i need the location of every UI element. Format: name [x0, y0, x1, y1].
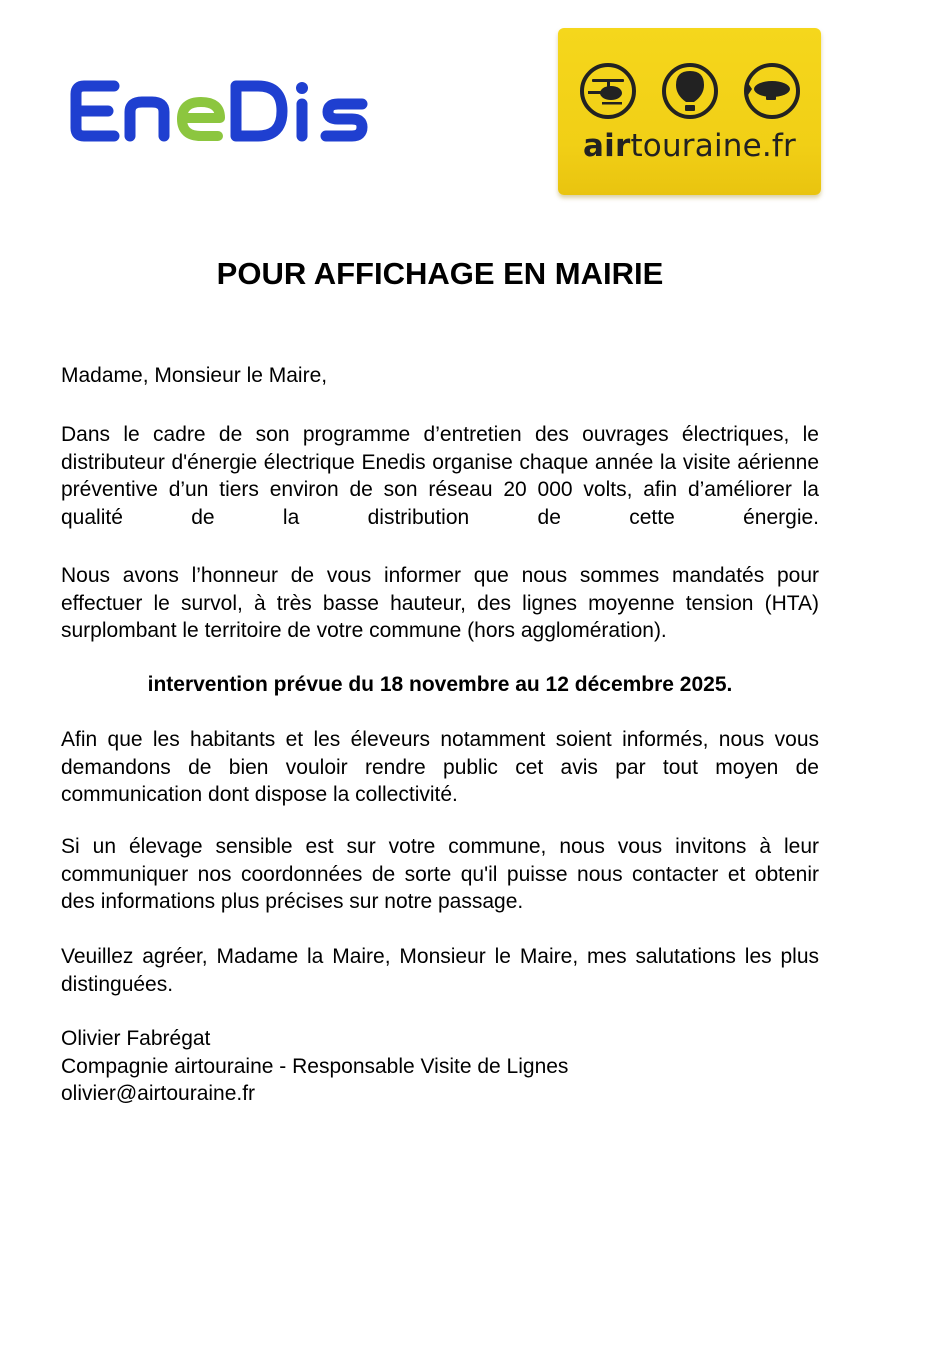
enedis-logo — [70, 78, 370, 144]
airtouraine-wordmark: airtouraine.fr — [583, 128, 796, 164]
paragraph-request: Afin que les habitants et les éleveurs notamment soient informés, nous vous demandons de bien vouloir rendre public cet avis par tout moyen de communication dont dispose la collectivité. — [61, 728, 819, 806]
page-title: POUR AFFICHAGE EN MAIRIE — [216, 256, 664, 291]
paragraph-livestock: Si un élevage sensible est sur votre commune, nous vous invitons à leur communiquer nos coordonnées de sorte qu'il puisse nous contacter et obtenir des informations plus précises sur notre passage. — [61, 835, 819, 913]
paragraph-mandate: Nous avons l’honneur de vous informer que nous sommes mandatés pour effectuer le survol, à très basse hauteur, des lignes moyenne tension (HTA) surplombant le territoire de votre commune (hors agglomération). — [61, 564, 819, 642]
intervention-dates: intervention prévue du 18 novembre au 12 décembre 2025. — [147, 673, 733, 696]
airtouraine-logo — [558, 28, 821, 195]
aircraft-icons — [578, 61, 802, 121]
paragraph-intro: Dans le cadre de son programme d’entretien des ouvrages électriques, le distributeur d'énergie électrique Enedis organise chaque année la visite aérienne préventive d’un tiers environ de son réseau 20 000 volts, afin d’améliorer la qualité de la distribution de cette énergie. — [61, 423, 819, 529]
signature-email[interactable]: olivier@airtouraine.fr — [61, 1082, 256, 1105]
salutation: Madame, Monsieur le Maire, — [61, 364, 328, 387]
signature-role: Compagnie airtouraine - Responsable Visite de Lignes — [61, 1054, 569, 1078]
signature-block — [61, 1025, 819, 1108]
signature-name: Olivier Fabrégat — [61, 1027, 211, 1050]
paragraph-closing: Veuillez agréer, Madame la Maire, Monsieur le Maire, mes salutations les plus distinguées. — [61, 945, 819, 996]
